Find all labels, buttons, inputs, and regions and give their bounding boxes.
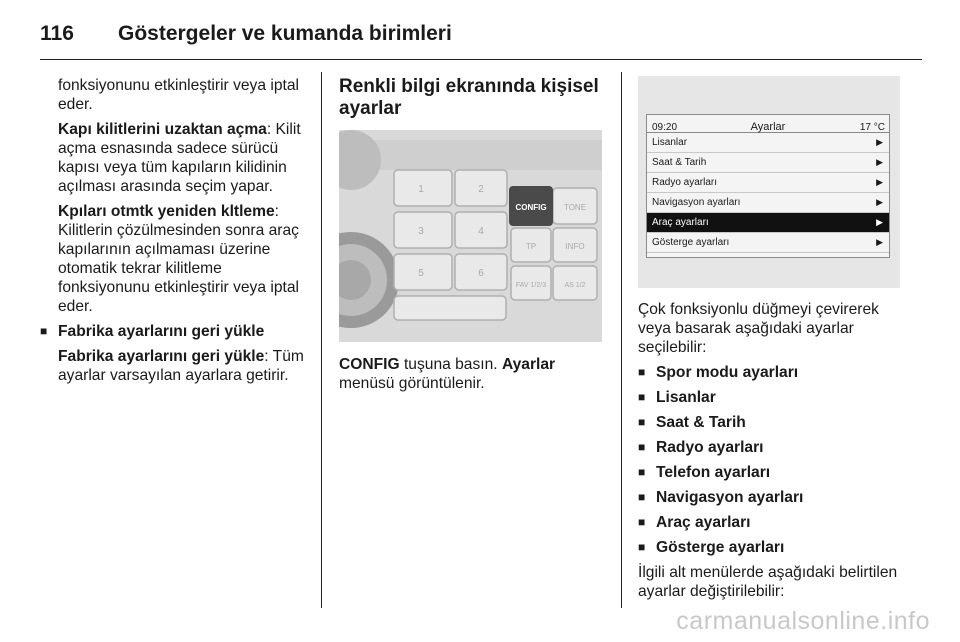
clock-display: 09:20 (652, 122, 678, 133)
settings-bullet-item: ■ Lisanlar (638, 388, 910, 407)
settings-bullet-item: ■ Saat & Tarih (638, 413, 910, 432)
paragraph-factory-reset: Fabrika ayarlarını geri yükle: Tüm ayarlar varsayılan ayarlara getirir. (58, 348, 304, 384)
settings-bullet-item: ■ Navigasyon ayarları (638, 488, 910, 507)
key-1-label: 1 (418, 184, 424, 195)
screen-menu-item[interactable]: Navigasyon ayarları ▶ (647, 193, 889, 213)
paragraph-continuation: fonksiyonunu etkinleştirir veya iptal eder. (58, 77, 299, 113)
as-key-label: AS 1/2 (564, 282, 586, 289)
screen-menu-item[interactable]: Gösterge ayarları ▶ (647, 233, 889, 253)
settings-menu-list (647, 133, 889, 253)
settings-bullet-item: ■ Gösterge ayarları (638, 538, 910, 557)
chevron-right-icon: ▶ (876, 237, 883, 247)
header-divider (40, 59, 922, 60)
column-divider-1 (321, 72, 322, 608)
chevron-right-icon: ▶ (876, 217, 883, 227)
key-4-label: 4 (478, 226, 484, 237)
column-divider-2 (621, 72, 622, 608)
screen-menu-item[interactable]: Saat & Tarih ▶ (647, 153, 889, 173)
term-remote-unlock: Kapı kilitlerini uzaktan açma (58, 121, 267, 138)
term-auto-relock: Kpıları otmtk yeniden kltleme (58, 203, 275, 220)
chapter-title: Göstergeler ve kumanda birimleri (118, 22, 452, 45)
settings-bullet-item: ■ Araç ayarları (638, 513, 910, 532)
screen-header (647, 115, 889, 133)
left-column (40, 76, 308, 391)
screen-menu-item[interactable]: Radyo ayarları ▶ (647, 173, 889, 193)
settings-screen-figure (638, 76, 900, 288)
tone-key-label: TONE (563, 203, 587, 212)
key-5-label: 5 (418, 268, 424, 279)
settings-screen (646, 114, 890, 258)
screen-menu-item[interactable]: Lisanlar ▶ (647, 133, 889, 153)
watermark: carmanualsonline.info (676, 607, 930, 635)
control-panel-photo (339, 130, 602, 342)
paragraph-remote-unlock: Kapı kilitlerini uzaktan açma: Kilit açma esnasında sadece sürücü kapısı veya tüm kapıların kilidinin açılması arasında seçim yapar. (58, 121, 301, 195)
paragraph-auto-relock: Kpıları otmtk yeniden kltleme: Kilitlerin çözülmesinden sonra araç kapılarının açılmaması üzerine otomatik tekrar kilitleme fonksiyonunu etkinleştirir veya iptal eder. (58, 203, 299, 315)
fav-key-label: FAV 1/2/3 (515, 282, 547, 289)
screen-menu-item[interactable]: Araç ayarları ▶ (647, 213, 889, 233)
settings-bullet-list (638, 363, 910, 557)
tp-key-label: TP (525, 242, 537, 251)
settings-bullet-item: ■ Telefon ayarları (638, 463, 910, 482)
right-column (638, 76, 910, 607)
screen-title: Ayarlar (750, 121, 786, 133)
chevron-right-icon: ▶ (876, 177, 883, 187)
chevron-right-icon: ▶ (876, 137, 883, 147)
temperature-display: 17 °C (859, 122, 885, 133)
settings-bullet-item: ■ Radyo ayarları (638, 438, 910, 457)
middle-column (339, 76, 603, 399)
key-3-label: 3 (418, 226, 424, 237)
key-2-label: 2 (478, 184, 484, 195)
settings-intro: Çok fonksiyonlu düğmeyi çevirerek veya basarak aşağıdaki ayarlar seçilebilir: (638, 301, 879, 356)
paragraph-config: CONFIG tuşuna basın. Ayarlar menüsü görüntülenir. (339, 356, 556, 392)
chevron-right-icon: ▶ (876, 197, 883, 207)
info-key-label: INFO (565, 242, 585, 251)
settings-bullet-item: ■ Spor modu ayarları (638, 363, 910, 382)
settings-outro: İlgili alt menülerde aşağıdaki belirtilen ayarlar değiştirilebilir: (638, 564, 898, 600)
control-panel-illustration (339, 130, 602, 342)
config-key-label: CONFIG (515, 203, 547, 212)
section-heading: Renkli bilgi ekranında kişisel ayarlar (339, 76, 599, 119)
page-number: 116 (40, 22, 74, 45)
page-header (40, 14, 920, 58)
term-factory-reset: Fabrika ayarlarını geri yükle (58, 348, 265, 365)
chevron-right-icon: ▶ (876, 157, 883, 167)
key-6-label: 6 (478, 268, 484, 279)
bullet-factory-reset: ■ Fabrika ayarlarını geri yükle (40, 322, 308, 341)
